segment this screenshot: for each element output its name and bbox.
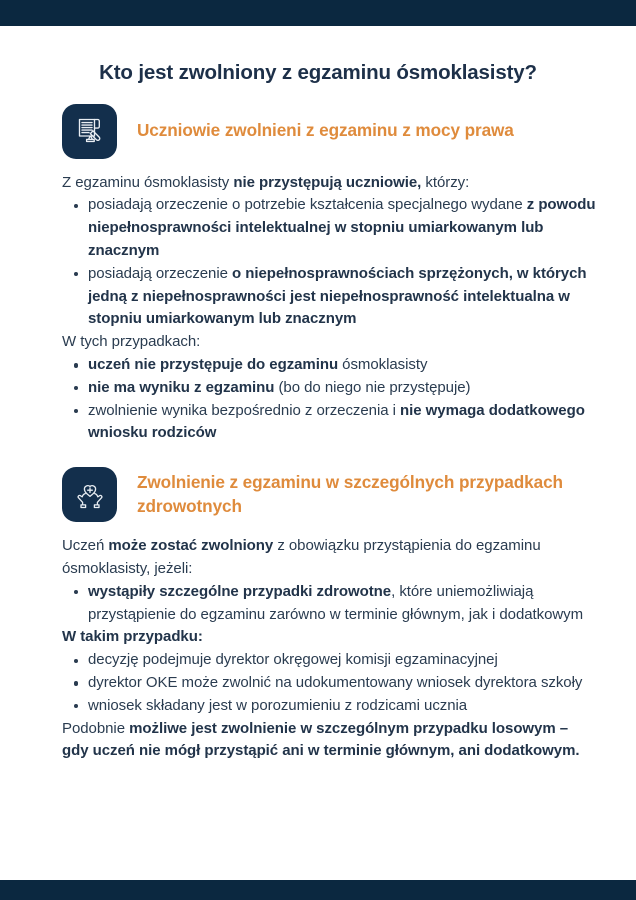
section-body-law	[62, 172, 596, 446]
bullet-part1: posiadają orzeczenie o potrzebie kształcenia specjalnego wydane	[88, 196, 527, 214]
section-header-health	[62, 467, 596, 522]
health-outro-bold1: możliwe jest zwolnienie w szczególnym przypadku losowym – gdy uczeń nie mógł przystąpić ani w terminie głównym, ani dodatkowym.	[62, 719, 580, 760]
bullet-bold1: o niepełnosprawnościach sprzężonych, w których jedną z niepełnosprawności jest niepełnosprawność intelektualna w stopniu umiarkowanym lub znacznym	[88, 264, 587, 328]
list-item	[62, 194, 596, 262]
list-item	[62, 354, 596, 377]
health-intro-part2: z obowiązku przystąpienia do egzaminu ósmoklasisty, jeżeli:	[62, 537, 541, 577]
hands-heart-cross-icon	[62, 467, 117, 522]
bullet-part1: decyzję podejmuje dyrektor okręgowej komisji egzaminacyjnej	[88, 651, 498, 669]
health-subintro-text: W takim przypadku:	[62, 628, 203, 646]
list-item	[62, 672, 596, 695]
health-subintro	[62, 626, 596, 649]
bullet-part1: dyrektor OKE może zwolnić na udokumentowany wniosek dyrektora szkoły	[88, 673, 583, 691]
list-item	[62, 695, 596, 718]
list-item	[62, 400, 596, 446]
section-title-health: Zwolnienie z egzaminu w szczególnych przypadkach zdrowotnych	[137, 471, 563, 516]
content-area	[0, 26, 636, 900]
health-outro-part1: Podobnie	[62, 719, 130, 737]
bullet-bold1: wystąpiły szczególne przypadki zdrowotne	[88, 582, 392, 600]
list-item	[62, 263, 596, 331]
bullet-bold1: nie ma wyniku z egzaminu	[88, 378, 275, 396]
bullet-part1: posiadają orzeczenie	[88, 264, 233, 282]
law-bullet-list-2	[62, 354, 596, 445]
bullet-bold1: nie wymaga dodatkowego wniosku rodziców	[88, 401, 585, 442]
top-accent-bar	[0, 0, 636, 26]
list-item	[62, 649, 596, 672]
bottom-accent-bar	[0, 880, 636, 900]
bullet-bold1: z powodu niepełnosprawności intelektualnej w stopniu umiarkowanym lub znacznym	[88, 196, 596, 259]
bullet-bold1: uczeń nie przystępuje do egzaminu	[88, 355, 339, 373]
section-title-law: Uczniowie zwolnieni z egzaminu z mocy prawa	[137, 120, 514, 141]
health-bullet-list-2	[62, 649, 596, 717]
health-intro-part1: Uczeń	[62, 537, 109, 555]
health-bullet-list	[62, 581, 596, 627]
document-gavel-icon	[62, 104, 117, 159]
health-intro-paragraph	[62, 535, 596, 581]
section-body-health	[62, 535, 596, 763]
law-bullet-list	[62, 194, 596, 331]
law-intro-bold1: nie przystępują uczniowie,	[233, 173, 422, 191]
bullet-part2: ósmoklasisty	[338, 355, 428, 373]
page-title: Kto jest zwolniony z egzaminu ósmoklasisty?	[99, 61, 537, 84]
law-intro-part1: Z egzaminu ósmoklasisty	[62, 173, 234, 191]
law-intro-paragraph	[62, 172, 596, 195]
health-intro-bold1: może zostać zwolniony	[108, 537, 274, 555]
bullet-part2: , które uniemożliwiają przystąpienie do egzaminu zarówno w terminie głównym, jak i dodatkowym	[88, 582, 584, 623]
bullet-part1: wniosek składany jest w porozumieniu z rodzicami ucznia	[88, 696, 468, 714]
bullet-part1: zwolnienie wynika bezpośrednio z orzeczenia i	[88, 401, 401, 419]
list-item	[62, 581, 596, 627]
list-item	[62, 377, 596, 400]
section-header-law	[62, 104, 596, 159]
health-outro-paragraph	[62, 718, 596, 764]
bullet-part2: (bo do niego nie przystępuje)	[274, 378, 471, 396]
law-intro-part2: którzy:	[421, 173, 470, 191]
law-subintro: W tych przypadkach:	[62, 333, 201, 351]
